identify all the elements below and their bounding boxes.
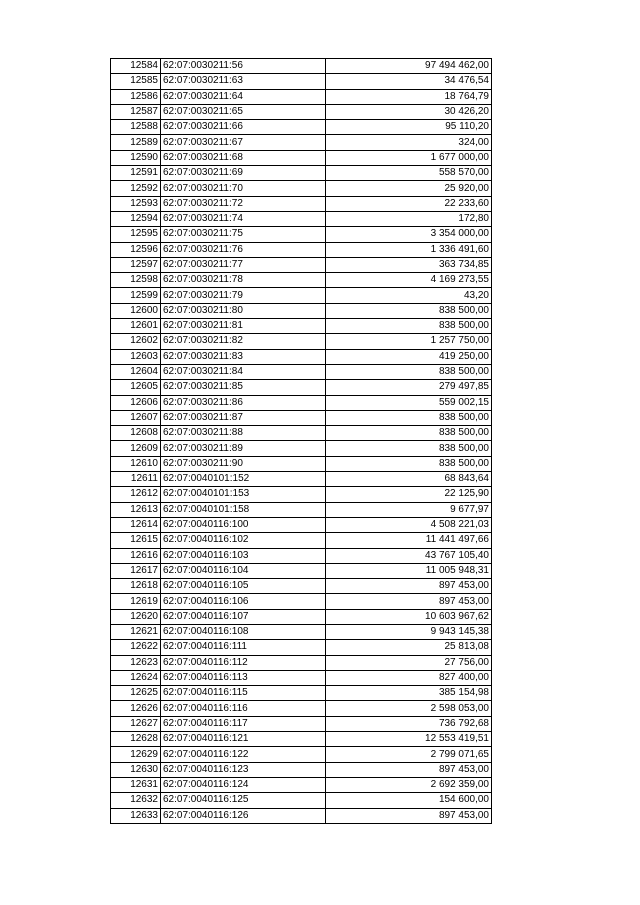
cadastral-number-cell: 62:07:0040116:126: [161, 808, 326, 823]
cadastral-value-cell: 838 500,00: [326, 426, 492, 441]
cadastral-number-cell: 62:07:0030211:89: [161, 441, 326, 456]
table-row: [111, 487, 492, 502]
cadastral-number-cell: 62:07:0030211:69: [161, 166, 326, 181]
row-number-cell: 12589: [111, 135, 161, 150]
row-number-cell: 12584: [111, 59, 161, 74]
cadastral-value-cell: 18 764,79: [326, 89, 492, 104]
row-number-cell: 12608: [111, 426, 161, 441]
cadastral-value-cell: 95 110,20: [326, 120, 492, 135]
table-body: [111, 59, 492, 824]
table-row: [111, 349, 492, 364]
cadastral-value-cell: 838 500,00: [326, 364, 492, 379]
table-row: [111, 716, 492, 731]
cadastral-number-cell: 62:07:0040101:153: [161, 487, 326, 502]
cadastral-value-cell: 736 792,68: [326, 716, 492, 731]
cadastral-number-cell: 62:07:0040116:111: [161, 640, 326, 655]
table-row: [111, 410, 492, 425]
table-row: [111, 395, 492, 410]
row-number-cell: 12632: [111, 793, 161, 808]
cadastral-number-cell: 62:07:0040116:115: [161, 686, 326, 701]
cadastral-number-cell: 62:07:0030211:76: [161, 242, 326, 257]
cadastral-number-cell: 62:07:0030211:88: [161, 426, 326, 441]
cadastral-value-cell: 1 336 491,60: [326, 242, 492, 257]
cadastral-value-cell: 97 494 462,00: [326, 59, 492, 74]
cadastral-value-cell: 279 497,85: [326, 380, 492, 395]
cadastral-value-cell: 154 600,00: [326, 793, 492, 808]
table-row: [111, 793, 492, 808]
cadastral-value-cell: 172,80: [326, 211, 492, 226]
cadastral-number-cell: 62:07:0030211:86: [161, 395, 326, 410]
row-number-cell: 12592: [111, 181, 161, 196]
cadastral-value-cell: 1 677 000,00: [326, 150, 492, 165]
table-row: [111, 548, 492, 563]
cadastral-number-cell: 62:07:0040101:158: [161, 502, 326, 517]
table-row: [111, 74, 492, 89]
cadastral-value-cell: 3 354 000,00: [326, 227, 492, 242]
table-row: [111, 808, 492, 823]
cadastral-value-cell: 9 943 145,38: [326, 624, 492, 639]
cadastral-value-cell: 4 508 221,03: [326, 517, 492, 532]
cadastral-number-cell: 62:07:0040116:117: [161, 716, 326, 731]
cadastral-value-cell: 324,00: [326, 135, 492, 150]
cadastral-number-cell: 62:07:0030211:79: [161, 288, 326, 303]
table-row: [111, 426, 492, 441]
table-row: [111, 150, 492, 165]
cadastral-value-cell: 838 500,00: [326, 319, 492, 334]
cadastral-number-cell: 62:07:0040101:152: [161, 472, 326, 487]
row-number-cell: 12585: [111, 74, 161, 89]
row-number-cell: 12614: [111, 517, 161, 532]
table-row: [111, 89, 492, 104]
cadastral-number-cell: 62:07:0030211:65: [161, 104, 326, 119]
cadastral-value-cell: 68 843,64: [326, 472, 492, 487]
cadastral-value-table: [110, 58, 492, 824]
cadastral-number-cell: 62:07:0030211:75: [161, 227, 326, 242]
cadastral-value-cell: 838 500,00: [326, 303, 492, 318]
row-number-cell: 12630: [111, 762, 161, 777]
cadastral-value-cell: 25 920,00: [326, 181, 492, 196]
table-row: [111, 334, 492, 349]
cadastral-number-cell: 62:07:0040116:104: [161, 563, 326, 578]
table-row: [111, 319, 492, 334]
cadastral-value-cell: 25 813,08: [326, 640, 492, 655]
cadastral-number-cell: 62:07:0030211:84: [161, 364, 326, 379]
table-row: [111, 380, 492, 395]
cadastral-number-cell: 62:07:0030211:85: [161, 380, 326, 395]
cadastral-value-cell: 34 476,54: [326, 74, 492, 89]
table-row: [111, 472, 492, 487]
row-number-cell: 12618: [111, 579, 161, 594]
cadastral-number-cell: 62:07:0030211:87: [161, 410, 326, 425]
cadastral-number-cell: 62:07:0040116:123: [161, 762, 326, 777]
cadastral-number-cell: 62:07:0030211:80: [161, 303, 326, 318]
row-number-cell: 12612: [111, 487, 161, 502]
table-row: [111, 762, 492, 777]
cadastral-value-cell: 559 002,15: [326, 395, 492, 410]
cadastral-number-cell: 62:07:0030211:56: [161, 59, 326, 74]
cadastral-number-cell: 62:07:0030211:64: [161, 89, 326, 104]
cadastral-number-cell: 62:07:0030211:78: [161, 273, 326, 288]
cadastral-value-cell: 27 756,00: [326, 655, 492, 670]
table-row: [111, 732, 492, 747]
cadastral-number-cell: 62:07:0040116:107: [161, 609, 326, 624]
cadastral-value-cell: 897 453,00: [326, 579, 492, 594]
row-number-cell: 12631: [111, 777, 161, 792]
row-number-cell: 12626: [111, 701, 161, 716]
cadastral-number-cell: 62:07:0040116:116: [161, 701, 326, 716]
row-number-cell: 12594: [111, 211, 161, 226]
table-row: [111, 288, 492, 303]
cadastral-value-cell: 897 453,00: [326, 808, 492, 823]
cadastral-value-cell: 385 154,98: [326, 686, 492, 701]
row-number-cell: 12586: [111, 89, 161, 104]
row-number-cell: 12625: [111, 686, 161, 701]
row-number-cell: 12616: [111, 548, 161, 563]
row-number-cell: 12602: [111, 334, 161, 349]
row-number-cell: 12628: [111, 732, 161, 747]
row-number-cell: 12593: [111, 196, 161, 211]
table-row: [111, 533, 492, 548]
table-row: [111, 609, 492, 624]
table-row: [111, 594, 492, 609]
table-row: [111, 166, 492, 181]
table-row: [111, 120, 492, 135]
row-number-cell: 12613: [111, 502, 161, 517]
table-row: [111, 242, 492, 257]
row-number-cell: 12587: [111, 104, 161, 119]
cadastral-value-cell: 897 453,00: [326, 762, 492, 777]
cadastral-number-cell: 62:07:0040116:125: [161, 793, 326, 808]
table-row: [111, 227, 492, 242]
table-row: [111, 655, 492, 670]
table-row: [111, 686, 492, 701]
cadastral-value-cell: 838 500,00: [326, 441, 492, 456]
cadastral-value-cell: 22 233,60: [326, 196, 492, 211]
cadastral-value-cell: 11 005 948,31: [326, 563, 492, 578]
table-row: [111, 747, 492, 762]
row-number-cell: 12605: [111, 380, 161, 395]
cadastral-number-cell: 62:07:0030211:77: [161, 257, 326, 272]
cadastral-value-cell: 30 426,20: [326, 104, 492, 119]
table-row: [111, 135, 492, 150]
cadastral-value-cell: 2 799 071,65: [326, 747, 492, 762]
cadastral-number-cell: 62:07:0040116:113: [161, 670, 326, 685]
row-number-cell: 12611: [111, 472, 161, 487]
cadastral-value-cell: 11 441 497,66: [326, 533, 492, 548]
cadastral-number-cell: 62:07:0040116:112: [161, 655, 326, 670]
row-number-cell: 12604: [111, 364, 161, 379]
cadastral-value-cell: 897 453,00: [326, 594, 492, 609]
cadastral-number-cell: 62:07:0030211:68: [161, 150, 326, 165]
cadastral-number-cell: 62:07:0030211:66: [161, 120, 326, 135]
cadastral-number-cell: 62:07:0040116:102: [161, 533, 326, 548]
cadastral-value-cell: 9 677,97: [326, 502, 492, 517]
table-row: [111, 303, 492, 318]
row-number-cell: 12596: [111, 242, 161, 257]
row-number-cell: 12599: [111, 288, 161, 303]
row-number-cell: 12615: [111, 533, 161, 548]
cadastral-number-cell: 62:07:0030211:90: [161, 456, 326, 471]
table-row: [111, 211, 492, 226]
table-row: [111, 502, 492, 517]
row-number-cell: 12609: [111, 441, 161, 456]
table-row: [111, 701, 492, 716]
cadastral-value-cell: 10 603 967,62: [326, 609, 492, 624]
table-row: [111, 456, 492, 471]
cadastral-number-cell: 62:07:0040116:124: [161, 777, 326, 792]
row-number-cell: 12627: [111, 716, 161, 731]
table-row: [111, 640, 492, 655]
cadastral-number-cell: 62:07:0040116:121: [161, 732, 326, 747]
row-number-cell: 12617: [111, 563, 161, 578]
row-number-cell: 12619: [111, 594, 161, 609]
cadastral-number-cell: 62:07:0040116:122: [161, 747, 326, 762]
table-row: [111, 441, 492, 456]
row-number-cell: 12590: [111, 150, 161, 165]
cadastral-number-cell: 62:07:0040116:106: [161, 594, 326, 609]
cadastral-value-cell: 22 125,90: [326, 487, 492, 502]
table-row: [111, 777, 492, 792]
row-number-cell: 12610: [111, 456, 161, 471]
cadastral-value-cell: 4 169 273,55: [326, 273, 492, 288]
cadastral-value-cell: 558 570,00: [326, 166, 492, 181]
cadastral-value-cell: 43 767 105,40: [326, 548, 492, 563]
cadastral-value-cell: 838 500,00: [326, 456, 492, 471]
table-row: [111, 59, 492, 74]
row-number-cell: 12588: [111, 120, 161, 135]
table-row: [111, 517, 492, 532]
cadastral-number-cell: 62:07:0030211:72: [161, 196, 326, 211]
cadastral-value-cell: 12 553 419,51: [326, 732, 492, 747]
table-row: [111, 181, 492, 196]
table-row: [111, 273, 492, 288]
table-row: [111, 670, 492, 685]
row-number-cell: 12595: [111, 227, 161, 242]
cadastral-number-cell: 62:07:0030211:81: [161, 319, 326, 334]
row-number-cell: 12597: [111, 257, 161, 272]
row-number-cell: 12621: [111, 624, 161, 639]
cadastral-value-cell: 827 400,00: [326, 670, 492, 685]
row-number-cell: 12633: [111, 808, 161, 823]
row-number-cell: 12629: [111, 747, 161, 762]
row-number-cell: 12607: [111, 410, 161, 425]
cadastral-number-cell: 62:07:0040116:105: [161, 579, 326, 594]
cadastral-number-cell: 62:07:0040116:100: [161, 517, 326, 532]
cadastral-value-cell: 1 257 750,00: [326, 334, 492, 349]
cadastral-number-cell: 62:07:0030211:67: [161, 135, 326, 150]
row-number-cell: 12622: [111, 640, 161, 655]
table-row: [111, 257, 492, 272]
cadastral-value-cell: 838 500,00: [326, 410, 492, 425]
row-number-cell: 12601: [111, 319, 161, 334]
table-row: [111, 364, 492, 379]
table-row: [111, 104, 492, 119]
row-number-cell: 12591: [111, 166, 161, 181]
row-number-cell: 12620: [111, 609, 161, 624]
row-number-cell: 12624: [111, 670, 161, 685]
cadastral-number-cell: 62:07:0040116:103: [161, 548, 326, 563]
cadastral-value-cell: 2 692 359,00: [326, 777, 492, 792]
cadastral-value-cell: 2 598 053,00: [326, 701, 492, 716]
row-number-cell: 12606: [111, 395, 161, 410]
cadastral-number-cell: 62:07:0030211:83: [161, 349, 326, 364]
table-row: [111, 563, 492, 578]
cadastral-value-cell: 363 734,85: [326, 257, 492, 272]
table-row: [111, 196, 492, 211]
cadastral-number-cell: 62:07:0030211:70: [161, 181, 326, 196]
cadastral-number-cell: 62:07:0030211:82: [161, 334, 326, 349]
cadastral-number-cell: 62:07:0030211:74: [161, 211, 326, 226]
cadastral-number-cell: 62:07:0030211:63: [161, 74, 326, 89]
row-number-cell: 12600: [111, 303, 161, 318]
table-row: [111, 624, 492, 639]
cadastral-value-cell: 43,20: [326, 288, 492, 303]
cadastral-number-cell: 62:07:0040116:108: [161, 624, 326, 639]
row-number-cell: 12603: [111, 349, 161, 364]
cadastral-value-cell: 419 250,00: [326, 349, 492, 364]
table-row: [111, 579, 492, 594]
row-number-cell: 12623: [111, 655, 161, 670]
row-number-cell: 12598: [111, 273, 161, 288]
